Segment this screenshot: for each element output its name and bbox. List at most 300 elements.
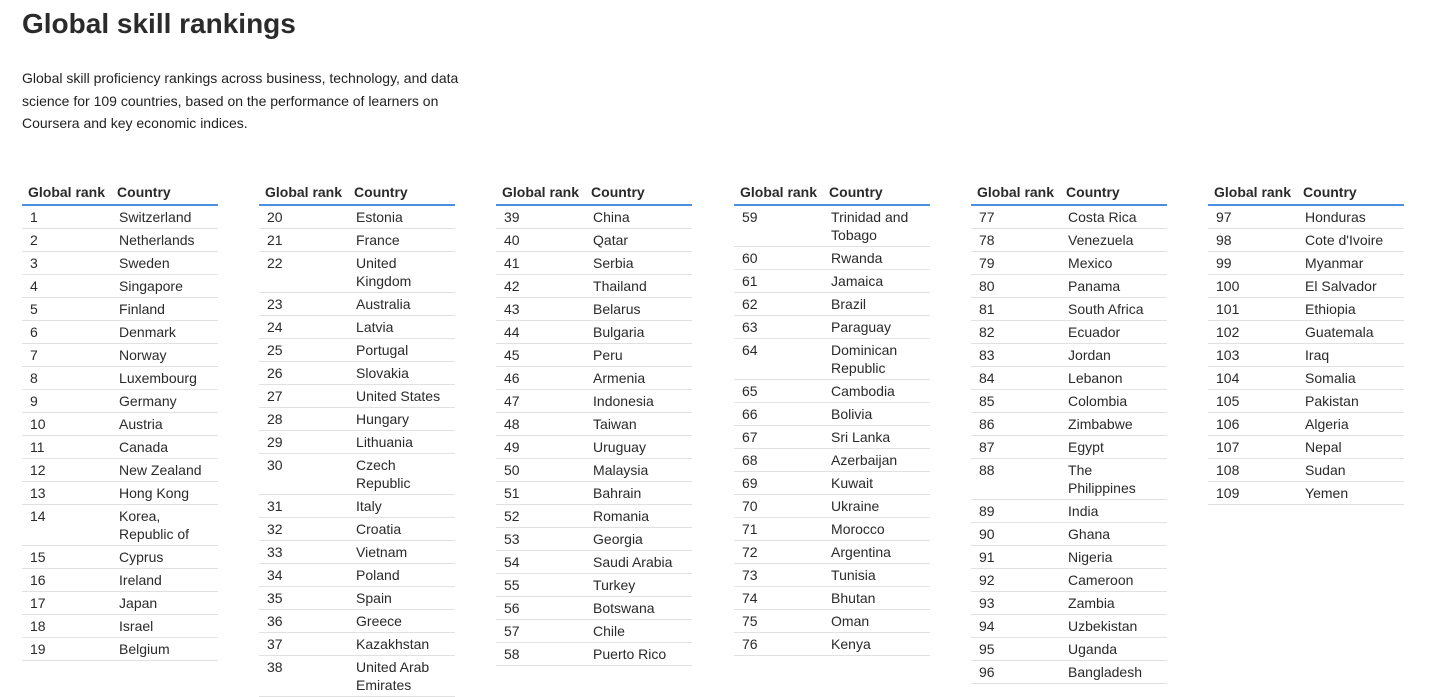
ranking-table-2 [259, 179, 455, 697]
country-cell: Denmark [111, 321, 218, 344]
rank-cell: 29 [259, 431, 348, 454]
table-row [1208, 298, 1404, 321]
table-row [971, 205, 1167, 229]
country-cell: Venezuela [1060, 229, 1167, 252]
country-cell: Zimbabwe [1060, 413, 1167, 436]
table-row [22, 638, 218, 661]
table-row [734, 426, 930, 449]
table-row [734, 610, 930, 633]
rank-cell: 82 [971, 321, 1060, 344]
country-cell: Sudan [1297, 459, 1404, 482]
rankings-tables [0, 179, 1429, 693]
table-row [496, 482, 692, 505]
table-row [259, 408, 455, 431]
table-row [734, 205, 930, 247]
table-row [1208, 459, 1404, 482]
country-cell: Myanmar [1297, 252, 1404, 275]
table-row [734, 270, 930, 293]
table-row [971, 592, 1167, 615]
country-cell: Jamaica [823, 270, 930, 293]
rank-cell: 106 [1208, 413, 1297, 436]
rank-cell: 5 [22, 298, 111, 321]
ranking-table-3 [496, 179, 692, 666]
table-row [496, 620, 692, 643]
table-row [259, 431, 455, 454]
table-row [971, 459, 1167, 500]
country-cell: Peru [585, 344, 692, 367]
page-title: Global skill rankings [22, 8, 296, 39]
table-row [971, 615, 1167, 638]
ranking-table-4 [734, 179, 930, 656]
table-row [496, 505, 692, 528]
column-header-rank: Global rank [496, 179, 585, 205]
rank-cell: 47 [496, 390, 585, 413]
rank-cell: 95 [971, 638, 1060, 661]
rank-cell: 40 [496, 229, 585, 252]
table-row [22, 367, 218, 390]
country-cell: India [1060, 500, 1167, 523]
table-row [259, 633, 455, 656]
country-cell: Norway [111, 344, 218, 367]
column-header-country: Country [348, 179, 455, 205]
table-row [259, 205, 455, 229]
rank-cell: 79 [971, 252, 1060, 275]
rank-cell: 41 [496, 252, 585, 275]
table-row [971, 390, 1167, 413]
rank-cell: 27 [259, 385, 348, 408]
table-row [22, 344, 218, 367]
table-row [496, 229, 692, 252]
rank-cell: 23 [259, 293, 348, 316]
table-row [496, 597, 692, 620]
country-cell: United Arab Emirates [348, 656, 455, 697]
table-row [496, 298, 692, 321]
table-row [22, 546, 218, 569]
country-cell: Pakistan [1297, 390, 1404, 413]
table-row [971, 546, 1167, 569]
rank-cell: 3 [22, 252, 111, 275]
rank-cell: 11 [22, 436, 111, 459]
country-cell: United States [348, 385, 455, 408]
rank-cell: 92 [971, 569, 1060, 592]
rank-cell: 34 [259, 564, 348, 587]
country-cell: Cambodia [823, 380, 930, 403]
country-cell: Uganda [1060, 638, 1167, 661]
rank-cell: 100 [1208, 275, 1297, 298]
table-row [22, 252, 218, 275]
table-row [734, 518, 930, 541]
table-row [496, 390, 692, 413]
table-row [734, 587, 930, 610]
country-cell: El Salvador [1297, 275, 1404, 298]
rank-cell: 57 [496, 620, 585, 643]
country-cell: Ethiopia [1297, 298, 1404, 321]
ranking-table-1 [22, 179, 218, 661]
table-row [259, 610, 455, 633]
rank-cell: 59 [734, 205, 823, 247]
country-cell: Azerbaijan [823, 449, 930, 472]
rank-cell: 72 [734, 541, 823, 564]
table-row [496, 275, 692, 298]
rank-cell: 28 [259, 408, 348, 431]
table-header-row [1208, 179, 1404, 205]
column-header-rank: Global rank [259, 179, 348, 205]
table-row [259, 587, 455, 610]
table-row [22, 436, 218, 459]
column-header-country: Country [111, 179, 218, 205]
table-row [734, 633, 930, 656]
table-row [496, 367, 692, 390]
table-row [259, 293, 455, 316]
rank-cell: 102 [1208, 321, 1297, 344]
country-cell: Paraguay [823, 316, 930, 339]
page-description: Global skill proficiency rankings across business, technology, and data science for 109 countries, based on the performance of learners on Coursera and key economic indices. [22, 70, 459, 131]
country-cell: Czech Republic [348, 454, 455, 495]
table-row [496, 252, 692, 275]
country-cell: Guatemala [1297, 321, 1404, 344]
column-header-rank: Global rank [734, 179, 823, 205]
rank-cell: 93 [971, 592, 1060, 615]
country-cell: Malaysia [585, 459, 692, 482]
rank-cell: 80 [971, 275, 1060, 298]
rank-cell: 36 [259, 610, 348, 633]
table-row [971, 275, 1167, 298]
rank-cell: 24 [259, 316, 348, 339]
country-cell: Indonesia [585, 390, 692, 413]
country-cell: Colombia [1060, 390, 1167, 413]
rank-cell: 45 [496, 344, 585, 367]
rank-cell: 10 [22, 413, 111, 436]
country-cell: Panama [1060, 275, 1167, 298]
table-row [971, 229, 1167, 252]
rank-cell: 91 [971, 546, 1060, 569]
country-cell: Croatia [348, 518, 455, 541]
country-cell: Egypt [1060, 436, 1167, 459]
country-cell: Turkey [585, 574, 692, 597]
country-cell: Kenya [823, 633, 930, 656]
table-row [259, 518, 455, 541]
country-cell: Kuwait [823, 472, 930, 495]
country-cell: Dominican Republic [823, 339, 930, 380]
column-header-rank: Global rank [971, 179, 1060, 205]
table-row [734, 495, 930, 518]
rank-cell: 70 [734, 495, 823, 518]
table-row [259, 316, 455, 339]
rank-cell: 25 [259, 339, 348, 362]
country-cell: France [348, 229, 455, 252]
rank-cell: 26 [259, 362, 348, 385]
table-row [734, 247, 930, 270]
rank-cell: 58 [496, 643, 585, 666]
table-row [971, 638, 1167, 661]
country-cell: Trinidad and Tobago [823, 205, 930, 247]
rank-cell: 2 [22, 229, 111, 252]
country-cell: Rwanda [823, 247, 930, 270]
country-cell: Hungary [348, 408, 455, 431]
country-cell: South Africa [1060, 298, 1167, 321]
rank-cell: 49 [496, 436, 585, 459]
country-cell: Austria [111, 413, 218, 436]
country-cell: Brazil [823, 293, 930, 316]
rank-cell: 63 [734, 316, 823, 339]
rank-cell: 38 [259, 656, 348, 697]
rank-cell: 21 [259, 229, 348, 252]
table-row [734, 380, 930, 403]
rank-cell: 20 [259, 205, 348, 229]
ranking-table-6 [1208, 179, 1404, 505]
country-cell: China [585, 205, 692, 229]
country-cell: Bahrain [585, 482, 692, 505]
rank-cell: 71 [734, 518, 823, 541]
rank-cell: 65 [734, 380, 823, 403]
country-cell: Switzerland [111, 205, 218, 229]
country-cell: Lithuania [348, 431, 455, 454]
country-cell: United Kingdom [348, 252, 455, 293]
country-cell: Armenia [585, 367, 692, 390]
country-cell: Chile [585, 620, 692, 643]
rank-cell: 81 [971, 298, 1060, 321]
country-cell: Poland [348, 564, 455, 587]
table-row [1208, 390, 1404, 413]
country-cell: Somalia [1297, 367, 1404, 390]
country-cell: Finland [111, 298, 218, 321]
table-row [1208, 205, 1404, 229]
table-row [22, 592, 218, 615]
rank-cell: 35 [259, 587, 348, 610]
table-row [22, 459, 218, 482]
country-cell: Belarus [585, 298, 692, 321]
country-cell: Estonia [348, 205, 455, 229]
table-row [22, 505, 218, 546]
rank-cell: 22 [259, 252, 348, 293]
country-cell: Spain [348, 587, 455, 610]
rank-cell: 1 [22, 205, 111, 229]
table-row [971, 367, 1167, 390]
rank-cell: 101 [1208, 298, 1297, 321]
country-cell: Cyprus [111, 546, 218, 569]
table-header-row [971, 179, 1167, 205]
country-cell: Thailand [585, 275, 692, 298]
country-cell: New Zealand [111, 459, 218, 482]
table-row [734, 472, 930, 495]
rank-cell: 30 [259, 454, 348, 495]
rank-cell: 62 [734, 293, 823, 316]
table-row [22, 229, 218, 252]
rank-cell: 88 [971, 459, 1060, 500]
table-row [1208, 482, 1404, 505]
table-row [1208, 436, 1404, 459]
rank-cell: 53 [496, 528, 585, 551]
rank-cell: 109 [1208, 482, 1297, 505]
ranking-table-5 [971, 179, 1167, 684]
rank-cell: 69 [734, 472, 823, 495]
rank-cell: 89 [971, 500, 1060, 523]
table-row [496, 643, 692, 666]
table-header-row [496, 179, 692, 205]
rank-cell: 50 [496, 459, 585, 482]
table-row [734, 339, 930, 380]
rank-cell: 9 [22, 390, 111, 413]
table-row [971, 413, 1167, 436]
country-cell: Germany [111, 390, 218, 413]
rank-cell: 61 [734, 270, 823, 293]
table-row [259, 229, 455, 252]
table-row [496, 205, 692, 229]
rank-cell: 54 [496, 551, 585, 574]
country-cell: Zambia [1060, 592, 1167, 615]
country-cell: Japan [111, 592, 218, 615]
rank-cell: 87 [971, 436, 1060, 459]
table-row [496, 574, 692, 597]
rank-cell: 90 [971, 523, 1060, 546]
rank-cell: 15 [22, 546, 111, 569]
rank-cell: 78 [971, 229, 1060, 252]
rank-cell: 42 [496, 275, 585, 298]
rank-cell: 17 [22, 592, 111, 615]
country-cell: Tunisia [823, 564, 930, 587]
country-cell: Algeria [1297, 413, 1404, 436]
country-cell: Bulgaria [585, 321, 692, 344]
country-cell: Bhutan [823, 587, 930, 610]
table-row [496, 551, 692, 574]
country-cell: Australia [348, 293, 455, 316]
country-cell: Ecuador [1060, 321, 1167, 344]
table-row [259, 385, 455, 408]
table-row [259, 339, 455, 362]
country-cell: Italy [348, 495, 455, 518]
table-row [259, 495, 455, 518]
country-cell: Slovakia [348, 362, 455, 385]
country-cell: Vietnam [348, 541, 455, 564]
country-cell: Luxembourg [111, 367, 218, 390]
country-cell: Saudi Arabia [585, 551, 692, 574]
column-header-rank: Global rank [22, 179, 111, 205]
table-row [1208, 252, 1404, 275]
rank-cell: 55 [496, 574, 585, 597]
country-cell: Singapore [111, 275, 218, 298]
country-cell: Canada [111, 436, 218, 459]
table-row [971, 500, 1167, 523]
table-row [22, 298, 218, 321]
country-cell: Puerto Rico [585, 643, 692, 666]
table-row [971, 252, 1167, 275]
country-cell: Latvia [348, 316, 455, 339]
rank-cell: 85 [971, 390, 1060, 413]
table-row [1208, 344, 1404, 367]
rank-cell: 84 [971, 367, 1060, 390]
country-cell: Netherlands [111, 229, 218, 252]
table-row [734, 403, 930, 426]
country-cell: Iraq [1297, 344, 1404, 367]
column-header-country: Country [1060, 179, 1167, 205]
table-row [971, 523, 1167, 546]
rank-cell: 107 [1208, 436, 1297, 459]
column-header-country: Country [1297, 179, 1404, 205]
rank-cell: 18 [22, 615, 111, 638]
rank-cell: 94 [971, 615, 1060, 638]
table-row [259, 564, 455, 587]
rank-cell: 60 [734, 247, 823, 270]
table-row [734, 316, 930, 339]
country-cell: Ukraine [823, 495, 930, 518]
rank-cell: 8 [22, 367, 111, 390]
rank-cell: 39 [496, 205, 585, 229]
country-cell: Argentina [823, 541, 930, 564]
table-row [1208, 321, 1404, 344]
table-row [496, 459, 692, 482]
table-header-row [22, 179, 218, 205]
country-cell: Uruguay [585, 436, 692, 459]
table-row [22, 615, 218, 638]
table-row [1208, 275, 1404, 298]
country-cell: Korea, Republic of [111, 505, 218, 546]
rank-cell: 64 [734, 339, 823, 380]
rank-cell: 74 [734, 587, 823, 610]
country-cell: Nigeria [1060, 546, 1167, 569]
country-cell: Botswana [585, 597, 692, 620]
rank-cell: 108 [1208, 459, 1297, 482]
rank-cell: 16 [22, 569, 111, 592]
country-cell: Cote d'Ivoire [1297, 229, 1404, 252]
rank-cell: 67 [734, 426, 823, 449]
column-header-rank: Global rank [1208, 179, 1297, 205]
table-row [22, 205, 218, 229]
table-row [734, 564, 930, 587]
country-cell: Yemen [1297, 482, 1404, 505]
country-cell: Taiwan [585, 413, 692, 436]
country-cell: Hong Kong [111, 482, 218, 505]
table-row [22, 275, 218, 298]
table-row [1208, 229, 1404, 252]
rank-cell: 19 [22, 638, 111, 661]
table-header-row [259, 179, 455, 205]
rank-cell: 97 [1208, 205, 1297, 229]
rank-cell: 75 [734, 610, 823, 633]
rank-cell: 56 [496, 597, 585, 620]
rank-cell: 104 [1208, 367, 1297, 390]
table-row [496, 528, 692, 551]
country-cell: Nepal [1297, 436, 1404, 459]
table-row [496, 413, 692, 436]
rank-cell: 96 [971, 661, 1060, 684]
rank-cell: 86 [971, 413, 1060, 436]
rank-cell: 14 [22, 505, 111, 546]
table-header-row [734, 179, 930, 205]
table-row [734, 449, 930, 472]
rank-cell: 52 [496, 505, 585, 528]
table-row [496, 344, 692, 367]
country-cell: Kazakhstan [348, 633, 455, 656]
country-cell: Serbia [585, 252, 692, 275]
country-cell: Uzbekistan [1060, 615, 1167, 638]
rank-cell: 51 [496, 482, 585, 505]
rank-cell: 31 [259, 495, 348, 518]
rank-cell: 4 [22, 275, 111, 298]
rank-cell: 66 [734, 403, 823, 426]
country-cell: Georgia [585, 528, 692, 551]
rank-cell: 73 [734, 564, 823, 587]
table-row [22, 482, 218, 505]
table-row [1208, 413, 1404, 436]
country-cell: Bangladesh [1060, 661, 1167, 684]
country-cell: Jordan [1060, 344, 1167, 367]
country-cell: The Philippines [1060, 459, 1167, 500]
rank-cell: 32 [259, 518, 348, 541]
country-cell: Lebanon [1060, 367, 1167, 390]
country-cell: Ireland [111, 569, 218, 592]
rank-cell: 98 [1208, 229, 1297, 252]
country-cell: Mexico [1060, 252, 1167, 275]
